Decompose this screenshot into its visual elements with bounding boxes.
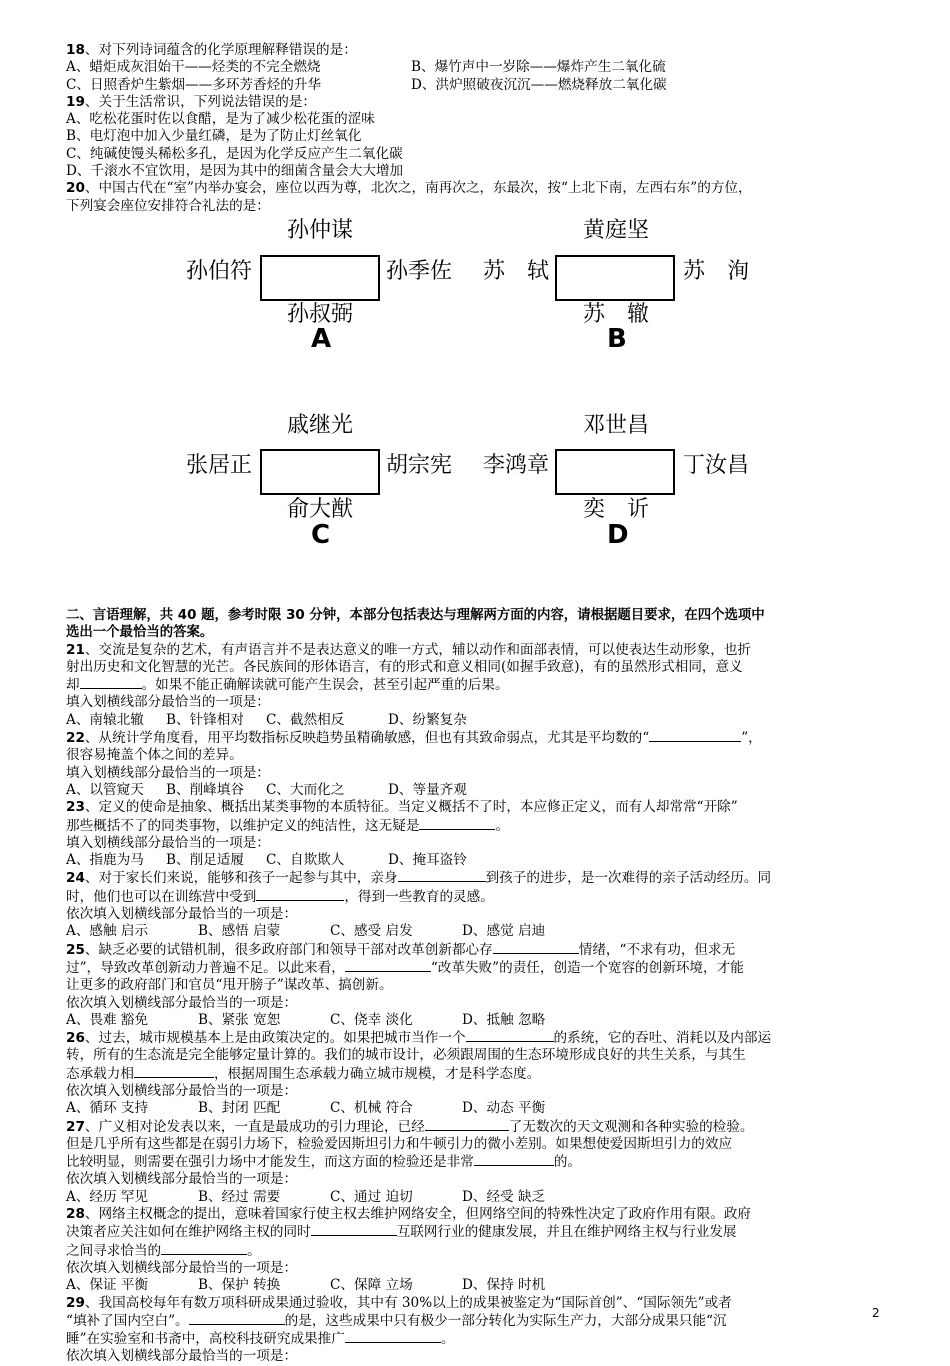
q29-text-3a: 睡”在实验室和书斋中，高校科技研究成果推广 [66,1331,345,1348]
q19-text: 、关于生活常识，下列说法错误的是： [84,93,317,110]
q28-line-1 [66,1206,896,1223]
q18-option-c: C、日照香炉生紫烟——多环芳香烃的升华 [66,76,322,93]
q23-line-2 [66,817,896,835]
q23-text-1: 、定义的使命是抽象、概括出某类事物的本质特征。当定义概括不了时，本应修正定义，而有人却常常“开除” [84,799,738,816]
q27-blank-2 [474,1153,554,1166]
q27-option-a: A、经历 罕见 [66,1188,149,1205]
q24-line-2 [66,888,896,906]
q26-line-2: 转，所有的生态流是完全能够定量计算的。我们的城市设计，必须跟周围的生态环境形成良好的共生关系，与其生 [66,1047,746,1064]
q28-number: 28 [66,1206,85,1223]
q21-option-c: C、截然相反 [266,711,345,728]
q28-text-3b: 。 [247,1242,261,1259]
q21-option-d: D、纷繁复杂 [388,711,467,728]
diagram-d-east: 丁汝昌 [683,452,750,478]
q20-number: 20 [66,180,85,197]
q24-blank-2 [256,888,344,901]
q25-text-2b: “改革失败”的责任，创造一个宽容的创新环境，才能 [430,959,744,976]
diagram-d-north: 邓世昌 [583,412,650,438]
q28-line-3 [66,1242,896,1260]
q23-option-c: C、自欺欺人 [266,852,345,869]
q26-text-3a: 态承载力相 [66,1065,134,1082]
q29-line-2 [66,1312,896,1330]
q22-text-1a: 、从统计学角度看，用平均数指标反映趋势虽精确敏感，但也有其致命弱点，尤其是平均数的“ [84,730,650,747]
q22-line-1 [66,729,896,747]
q29-blank-1 [189,1312,285,1325]
q24-blank-1 [398,869,486,882]
q26-text-1b: 的系统，它的吞吐、消耗以及内部运 [553,1030,772,1047]
q26-options [66,1100,896,1117]
q26-blank-2 [134,1065,214,1078]
q25-text-1a: 、缺乏必要的试错机制，很多政府部门和领导干部对改革创新都心存 [84,941,493,958]
q26-blank-1 [466,1029,554,1042]
q29-text-3b: 。 [440,1331,455,1348]
q26-option-a: A、循环 支持 [66,1100,149,1117]
q28-options [66,1277,896,1294]
q23-option-b: B、削足适履 [166,852,244,869]
q21-line-2: 射出历史和文化智慧的光芒。各民族间的形体语言，有的形式和意义相同(如握手致意)，有的虽然形式相同，意义 [66,658,743,675]
q20-stem-2: 下列宴会座位安排符合礼法的是： [66,197,270,214]
q25-blank-1 [493,941,579,954]
diagram-c-table [260,449,380,495]
q25-number: 25 [66,941,85,958]
q27-line-3 [66,1153,896,1171]
q29-number: 29 [66,1294,85,1311]
q21-number: 21 [66,641,85,658]
diagram-b-west: 苏 轼 [483,258,550,284]
q21-option-b: B、针锋相对 [166,711,244,728]
diagram-b-east: 苏 洵 [683,258,750,284]
q23-line-1 [66,799,896,816]
section2-heading-1: 二、言语理解，共 40 题，参考时限 30 分钟，本部分包括表达与理解两方面的内容，请根据题目要求，在四个选项中 [66,607,765,623]
q18-stem [66,42,896,59]
q25-text-1b: 情绪，“不求有功，但求无 [578,941,736,958]
q23-option-d: D、掩耳盗铃 [388,852,467,869]
q28-blank-2 [161,1242,247,1255]
q23-text-2a: 那些概括不了的同类事物，以维护定义的纯洁性，这无疑是 [66,817,420,834]
q18-options-row2 [66,77,896,94]
diagram-c-east: 胡宗宪 [386,452,453,478]
q22-text-1b: ”， [741,730,762,747]
diagram-a-east: 孙季佐 [386,258,453,284]
q21-text-3b: 。如果不能正确解读就可能产生误会，甚至引起严重的后果。 [141,677,509,694]
q27-prompt: 依次填入划横线部分最恰当的一项是： [66,1171,298,1188]
q23-text-2b: 。 [495,817,510,834]
q28-text-1: 、网络主权概念的提出，意味着国家行使主权去维护网络安全，但网络空间的特殊性决定了政府作用有限。政府 [84,1206,752,1223]
q24-number: 24 [66,870,85,887]
q21-option-a: A、南辕北辙 [66,711,144,728]
q26-line-1 [66,1029,896,1047]
q24-options [66,923,896,940]
diagram-b-south: 苏 辙 [583,301,650,327]
q22-option-c: C、大而化之 [266,781,345,798]
q27-line-2: 但是几乎所有这些都是在弱引力场下，检验爱因斯坦引力和牛顿引力的微小差别。如果想使爱因斯坦引力的效应 [66,1135,733,1152]
q28-text-2b: 互联网行业的健康发展，并且在维护网络主权与行业发展 [396,1224,737,1241]
diagram-a-table [260,255,380,301]
q21-line-3 [66,676,896,694]
q25-line-3: 让更多的政府部门和官员“甩开膀子”谋改革、搞创新。 [66,977,393,994]
diagram-b-north: 黄庭坚 [583,217,650,243]
q28-text-2a: 决策者应关注如何在维护网络主权的同时 [66,1224,311,1241]
q21-text-3a: 却 [66,677,80,694]
section2-heading-2: 选出一个最恰当的答案。 [66,625,214,641]
q27-option-d: D、经受 缺乏 [462,1188,546,1205]
diagram-b-label: B [607,323,627,354]
q18-option-d: D、洪炉照破夜沉沉——燃烧释放二氧化碳 [411,76,667,93]
q27-number: 27 [66,1118,85,1135]
seating-diagrams [66,215,896,607]
diagram-d-west: 李鸿章 [483,452,550,478]
q22-number: 22 [66,730,85,747]
q26-option-b: B、封闭 匹配 [198,1100,281,1117]
q25-prompt: 依次填入划横线部分最恰当的一项是： [66,994,298,1011]
q21-blank [80,676,142,689]
q19-number: 19 [66,93,85,110]
q24-text-2b: ，得到一些教育的灵感。 [344,888,494,905]
diagram-a-label: A [311,323,332,354]
q24-prompt: 依次填入划横线部分最恰当的一项是： [66,906,298,923]
diagram-b-table [555,255,675,301]
q29-text-2a: “填补了国内空白”。 [66,1312,189,1329]
q28-blank-1 [311,1223,397,1236]
q19-stem [66,94,896,111]
q24-option-b: B、感悟 启蒙 [198,923,281,940]
q26-line-3 [66,1065,896,1083]
diagram-c-north: 戚继光 [287,412,354,438]
q26-option-d: D、动态 平衡 [462,1100,546,1117]
q25-line-1 [66,941,896,959]
q25-option-a: A、畏难 豁免 [66,1011,149,1028]
q22-options [66,782,896,799]
q21-options [66,712,896,729]
q28-line-2 [66,1223,896,1241]
page-number: 2 [872,1306,880,1320]
q23-number: 23 [66,799,85,816]
q27-blank-1 [425,1118,509,1131]
q27-text-3b: 的。 [553,1154,581,1171]
q20-text-1: 、中国古代在“室”内举办宴会，座位以西为尊，北次之，南再次之，东最次，按“上北下南，左西右东”的方位， [84,180,752,197]
q29-prompt: 依次填入划横线部分最恰当的一项是： [66,1348,298,1365]
q25-options [66,1012,896,1029]
q28-option-b: B、保护 转换 [198,1277,281,1294]
diagram-d-south: 奕 䜣 [583,496,650,522]
q24-text-1b: 到孩子的进步，是一次难得的亲子活动经历。同 [485,870,772,887]
diagram-a-west: 孙伯符 [186,258,253,284]
q25-line-2 [66,959,896,977]
q19-option-b: B、电灯泡中加入少量红磷，是为了防止灯丝氧化 [66,128,362,145]
q19-option-a: A、吃松花蛋时佐以食醋，是为了减少松花蛋的涩味 [66,111,375,128]
q22-blank [649,729,741,742]
q26-text-3b: ，根据周围生态承载力确立城市规模，才是科学态度。 [213,1065,541,1082]
q27-text-1b: 了无数次的天文观测和各种实验的检验。 [508,1118,754,1135]
q27-text-3a: 比较明显，则需要在强引力场中才能发生，而这方面的检验还是非常 [66,1154,474,1171]
q25-blank-2 [345,959,431,972]
q28-text-3a: 之间寻求恰当的 [66,1242,162,1259]
q26-option-c: C、机械 符合 [330,1100,413,1117]
q24-option-d: D、感觉 启迪 [462,923,546,940]
q18-option-a: A、蜡炬成灰泪始干——烃类的不完全燃烧 [66,59,321,76]
q22-option-d: D、等量齐观 [388,781,467,798]
q25-text-2a: 过”，导致改革创新动力普遍不足。以此来看， [66,959,345,976]
q29-blank-2 [345,1330,441,1343]
q23-options [66,852,896,869]
q21-text-1: 、交流是复杂的艺术，有声语言并不是表达意义的唯一方式，辅以动作和面部表情，可以使表达生动形象，也折 [84,641,752,658]
diagram-c-south: 俞大猷 [287,496,354,522]
q28-prompt: 依次填入划横线部分最恰当的一项是： [66,1259,298,1276]
q28-option-d: D、保持 时机 [462,1277,546,1294]
diagram-d-table [555,449,675,495]
q24-option-a: A、感触 启示 [66,923,149,940]
q28-option-c: C、保障 立场 [330,1277,413,1294]
q24-text-2a: 时，他们也可以在训练营中受到 [66,888,257,905]
q18-options-row1 [66,59,896,76]
q19-option-c: C、纯碱使馒头稀松多孔，是因为化学反应产生二氧化碳 [66,145,403,162]
q22-prompt: 填入划横线部分最恰当的一项是： [66,764,270,781]
q18-text: 、对下列诗词蕴含的化学原理解释错误的是： [84,42,357,58]
q22-option-b: B、削峰填谷 [166,781,244,798]
q26-text-1a: 、过去，城市规模基本上是由政策决定的。如果把城市当作一个 [84,1030,466,1047]
q29-text-1: 、我国高校每年有数万项科研成果通过验收，其中有 30%以上的成果被鉴定为“国际首创”、“国际领先”或者 [84,1294,732,1311]
q24-text-1a: 、对于家长们来说，能够和孩子一起参与其中，亲身 [84,870,398,887]
q29-text-2b: 的是，这些成果中只有极少一部分转化为实际生产力，大部分成果只能“沉 [284,1312,727,1329]
q23-blank [419,817,495,830]
q27-option-c: C、通过 迫切 [330,1188,413,1205]
q23-prompt: 填入划横线部分最恰当的一项是： [66,834,270,851]
q25-option-d: D、抵触 忽略 [462,1011,546,1028]
q23-option-a: A、指鹿为马 [66,852,144,869]
q28-option-a: A、保证 平衡 [66,1277,149,1294]
q27-line-1 [66,1118,896,1136]
q22-option-a: A、以管窥天 [66,781,144,798]
diagram-c-label: C [311,519,331,550]
q26-prompt: 依次填入划横线部分最恰当的一项是： [66,1082,298,1099]
q27-option-b: B、经过 需要 [198,1188,281,1205]
q19-option-d: D、千滚水不宜饮用，是因为其中的细菌含量会大大增加 [66,163,404,180]
q21-prompt: 填入划横线部分最恰当的一项是： [66,694,270,711]
q29-line-1 [66,1295,896,1312]
diagram-c-west: 张居正 [186,452,253,478]
diagram-a-south: 孙叔弼 [287,301,354,327]
q18-number: 18 [66,42,85,58]
q24-option-c: C、感受 启发 [330,923,413,940]
diagram-d-label: D [607,519,629,550]
q27-text-1a: 、广义相对论发表以来，一直是最成功的引力理论，已经 [84,1118,425,1135]
q21-line-1 [66,642,896,659]
diagram-a-north: 孙仲谋 [287,217,354,243]
q22-line-2: 很容易掩盖个体之间的差异。 [66,747,243,764]
q26-number: 26 [66,1030,85,1047]
q25-option-b: B、紧张 宽恕 [198,1011,281,1028]
q20-stem [66,180,896,197]
q25-option-c: C、侥幸 淡化 [330,1011,413,1028]
q24-line-1 [66,869,896,887]
q29-line-3 [66,1330,896,1348]
q27-options [66,1189,896,1206]
q18-option-b: B、爆竹声中一岁除——爆炸产生二氧化硫 [411,59,666,76]
page-content [66,42,896,1366]
